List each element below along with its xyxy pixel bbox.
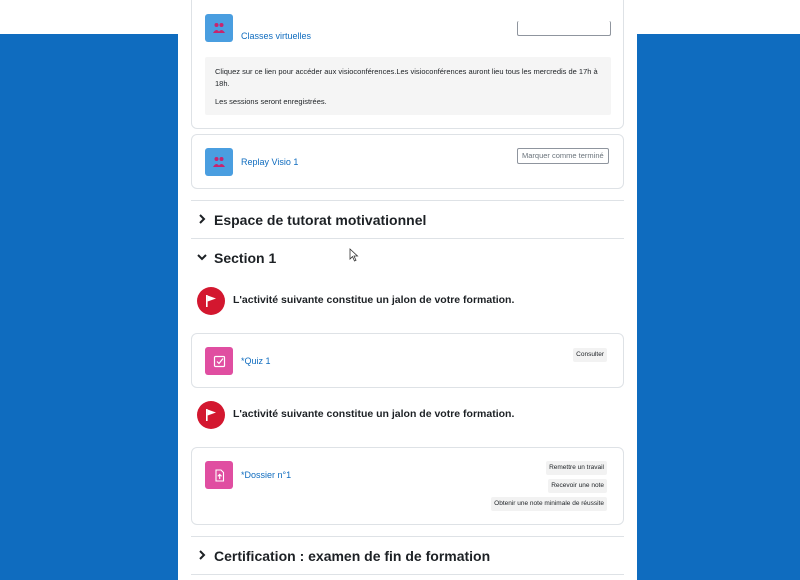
- section-header-certification[interactable]: [191, 536, 624, 574]
- description-line-2: Les sessions seront enregistrées.: [215, 97, 327, 106]
- file-upload-icon: [205, 461, 233, 489]
- flag-icon: [197, 401, 225, 429]
- section-header-tutorat[interactable]: [191, 200, 624, 238]
- milestone-text: L'activité suivante constitue un jalon de votre formation.: [233, 408, 515, 420]
- completion-condition: Remettre un travail: [546, 461, 607, 475]
- completion-condition: Recevoir une note: [548, 479, 607, 493]
- completion-condition: Consulter: [573, 348, 607, 362]
- activity-link-replay[interactable]: Replay Visio 1: [241, 157, 299, 167]
- section-title: Certification : examen de fin de formation: [214, 548, 491, 564]
- activity-card-dossier: [191, 447, 624, 525]
- chevron-right-icon: [196, 213, 208, 225]
- mark-done-button-virtual-classes[interactable]: [517, 21, 611, 36]
- course-content: [178, 0, 637, 580]
- description-line-1: Cliquez sur ce lien pour accéder aux visioconférences.Les visioconférences auront lieu tous les mercredis de 17h à 18h.: [215, 67, 598, 88]
- activity-link-quiz[interactable]: *Quiz 1: [241, 356, 271, 366]
- section-title: Section 1: [214, 250, 277, 266]
- checkbox-icon: [205, 347, 233, 375]
- milestone-text: L'activité suivante constitue un jalon de votre formation.: [233, 294, 515, 306]
- activity-link-dossier[interactable]: *Dossier n°1: [241, 470, 292, 480]
- mark-done-button[interactable]: Marquer comme terminé: [517, 148, 609, 164]
- mouse-cursor-icon: [349, 248, 359, 262]
- section-title: Espace de tutorat motivationnel: [214, 212, 427, 228]
- activity-card-replay: [191, 134, 624, 189]
- flag-icon: [197, 287, 225, 315]
- activity-card-virtual-classes: [191, 0, 624, 129]
- activity-description: [205, 57, 611, 115]
- chevron-down-icon: [196, 251, 208, 263]
- section-divider: [191, 574, 624, 575]
- completion-condition: Obtenir une note minimale de réussite: [491, 497, 607, 511]
- section-header-section-1[interactable]: [191, 238, 624, 276]
- people-icon: [205, 148, 233, 176]
- people-icon: [205, 14, 233, 42]
- activity-link-virtual-classes[interactable]: Classes virtuelles: [241, 31, 312, 41]
- chevron-right-icon: [196, 549, 208, 561]
- activity-card-quiz: [191, 333, 624, 388]
